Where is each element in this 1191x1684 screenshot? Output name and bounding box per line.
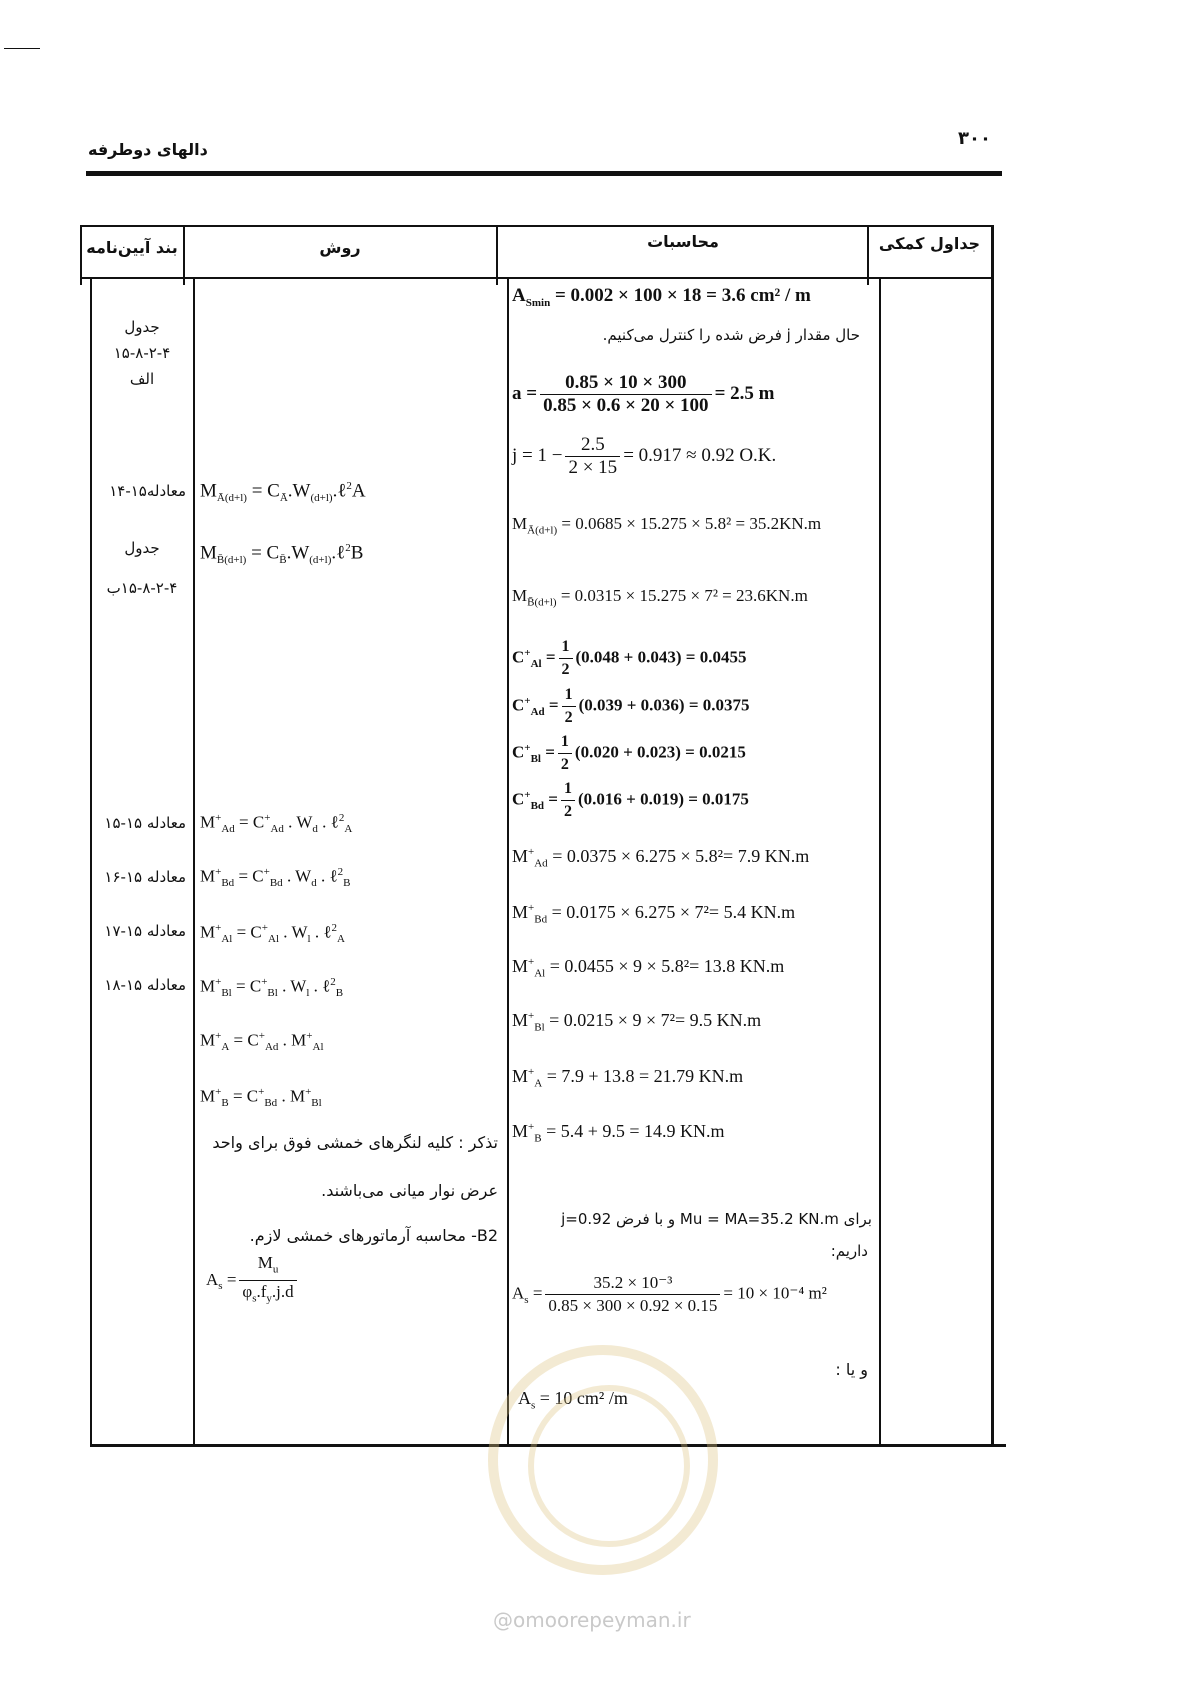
code-ref-5: معادله ۱۵-۱۶: [104, 868, 186, 886]
code-ref-4: معادله ۱۵-۱۵: [104, 814, 186, 832]
calc-or-text: و یا :: [835, 1360, 868, 1379]
header-rule: [86, 171, 1002, 176]
chapter-title: دالهای دوطرفه: [88, 140, 208, 159]
calc-as-final-value: = 10 cm² /m: [539, 1388, 628, 1408]
calc-mal: $M^+_{Al} = 0.0455 \times 9 \times 5.8^2= 13.8$ KN.m: [512, 956, 785, 980]
calc-a: a = $\frac{0.85 \times 10 \times 300}{0.85 \times 0.6 \times 20 \times 100}$ = 2.5 m: [512, 372, 775, 416]
calc-mad-value: = 0.0375 × 6.275 × 5.8²= 7.9 KN.m: [552, 846, 810, 866]
col-border-2-lower: [507, 278, 509, 1446]
calc-cbd: $C^+_{Bd}$ = $\frac{1}{2}$ (0.016 + 0.019) = 0.0175: [512, 780, 749, 820]
calc-a-den: 0.85 × 0.6 × 20 × 100: [543, 395, 709, 416]
calc-mb-sum: $M^+_B = 5.4 + 9.5 = 14.9$ KN.m: [512, 1121, 725, 1145]
col-border-3: [867, 225, 869, 285]
code-ref-table-a: [92, 314, 192, 392]
header-code-clause: بند آیین‌نامه: [86, 238, 178, 257]
calc-asmin: $A_{Smin} = 0.002 \times 100 \times 18 = 3.6$ cm² / m: [512, 285, 811, 309]
calc-cal-value: (0.048 + 0.043) = 0.0455: [575, 647, 747, 667]
calc-check-text: حال مقدار j فرض شده را کنترل می‌کنیم.: [602, 326, 860, 344]
code-ref-1a: جدول: [124, 318, 160, 336]
method-eq-mal: $M^+_{Al} = C^+_{Al}$ . $W_l$ . ℓ$^2_A$: [200, 922, 345, 946]
method-eq-mad: $M^+_{Ad} = C^+_{Ad}$ . $W_d$ . ℓ$^2_A$: [200, 812, 353, 836]
method-eq-ma-total: $M^+_A = C^+_{Ad}$ . $M^+_{Al}$: [200, 1030, 324, 1054]
calc-we-have: داریم:: [830, 1242, 868, 1260]
calc-j-den: 2 × 15: [568, 457, 618, 478]
calc-mb-sum-value: = 5.4 + 9.5 = 14.9 KN.m: [546, 1121, 725, 1141]
watermark-seal-inner: [528, 1385, 690, 1547]
calc-j-num: 2.5: [565, 434, 620, 457]
method-note-line1: تذکر : کلیه لنگرهای خمشی فوق برای واحد: [212, 1133, 498, 1152]
col-border-left: [80, 225, 82, 285]
col-border-left-lower: [90, 278, 92, 1446]
method-eq-mbd: $M^+_{Bd} = C^+_{Bd}$ . $W_d$ . ℓ$^2_B$: [200, 866, 351, 890]
corner-mark: [4, 48, 40, 49]
method-note-line2: عرض نوار میانی می‌باشند.: [321, 1181, 498, 1200]
col-border-3-lower: [879, 278, 881, 1446]
col-border-1: [183, 225, 185, 285]
calc-as-result: = 10 × 10⁻⁴ m²: [723, 1283, 827, 1303]
calc-cbd-value: (0.016 + 0.019) = 0.0175: [577, 789, 749, 809]
calc-cbl: $C^+_{Bl}$ = $\frac{1}{2}$ (0.020 + 0.023) = 0.0215: [512, 733, 746, 773]
method-eq-as: $A_s$ = $\frac{M_u}{\varphi_s.f_y.j.d}$: [206, 1252, 300, 1310]
method-eq-mb: $M_{B̄(d+l)}$ = $C_{B̄}.W_{(d+l)}.\ell^2B$: [200, 542, 364, 567]
calc-asmin-value: = 0.002 × 100 × 18 = 3.6 cm² / m: [554, 285, 811, 306]
calc-mb-value: = 0.0315 × 15.275 × 7² = 23.6KN.m: [560, 586, 808, 605]
method-eq-mbl: $M^+_{Bl} = C^+_{Bl}$ . $W_l$ . ℓ$^2_B$: [200, 976, 344, 1000]
calc-mbl: $M^+_{Bl} = 0.0215 \times 9 \times 7^2= 9.5$ KN.m: [512, 1010, 762, 1034]
table-top-border: [80, 225, 993, 227]
code-ref-table-b: [92, 528, 192, 608]
calc-cad: $C^+_{Ad}$ = $\frac{1}{2}$ (0.039 + 0.036) = 0.0375: [512, 686, 750, 726]
code-ref-3b: ۱۵-۸-۲-۴ب: [106, 579, 178, 597]
code-ref-2: معادله۱۵-۱۴: [109, 482, 186, 500]
watermark-seal: [488, 1345, 718, 1575]
calc-for-text: برای Mu = MA=35.2 KN.m و با فرض j=0.92: [561, 1210, 872, 1228]
code-ref-1b: ۱۵-۸-۲-۴: [113, 344, 171, 362]
method-eq-mb-total: $M^+_B = C^+_{Bd}$ . $M^+_{Bl}$: [200, 1086, 322, 1110]
col-border-right: [991, 225, 994, 1447]
calc-mal-value: = 0.0455 × 9 × 5.8²= 13.8 KN.m: [549, 956, 785, 976]
calc-a-result: = 2.5 m: [714, 382, 775, 404]
col-border-1-lower: [193, 278, 195, 1446]
calc-mad: $M^+_{Ad} = 0.0375 \times 6.275 \times 5.8^2= 7.9$ KN.m: [512, 846, 810, 870]
calc-as-num: 35.2 × 10⁻³: [545, 1272, 720, 1295]
watermark-text: @omoorepeyman.ir: [493, 1608, 691, 1632]
calc-ma-sum-value: = 7.9 + 13.8 = 21.79 KN.m: [546, 1066, 744, 1086]
calc-a-num: 0.85 × 10 × 300: [540, 372, 711, 395]
calc-as-den: 0.85 × 300 × 0.92 × 0.15: [548, 1296, 718, 1315]
header-aux-tables: جداول کمکی: [878, 234, 981, 253]
header-calculations: محاسبات: [647, 232, 719, 251]
code-ref-1c: الف: [129, 370, 155, 388]
calc-ma: $M_{Ā(d+l)} = 0.0685 \times 15.275 \times 5.8^2 = 35.2KN.m$: [512, 514, 822, 537]
calc-cad-value: (0.039 + 0.036) = 0.0375: [578, 695, 750, 715]
calc-mbd-value: = 0.0175 × 6.275 × 7²= 5.4 KN.m: [551, 902, 796, 922]
code-ref-3a: جدول: [124, 539, 160, 557]
code-ref-7: معادله ۱۵-۱۸: [104, 976, 186, 994]
calc-mb: $M_{B̄(d+l)} = 0.0315 \times 15.275 \times 7^2 = 23.6KN.m$: [512, 586, 808, 609]
calc-as: $A_s$ = $\frac{\text{35.2 × 10⁻³}}{0.85 \times 300 \times 0.92 \times 0.15}$ = 10 × 10⁻⁴ m²: [512, 1273, 827, 1315]
table-header-border: [80, 277, 993, 279]
calc-ma-sum: $M^+_A = 7.9 + 13.8 = 21.79$ KN.m: [512, 1066, 744, 1090]
calc-j: j = 1 − $\frac{2.5}{2 \times 15}$ = 0.917 ≈ 0.92 O.K.: [512, 434, 777, 478]
header-method: روش: [319, 238, 361, 257]
page-number: ۳۰۰: [958, 128, 991, 149]
method-b2-title: B2- محاسبه آرماتورهای خمشی لازم.: [249, 1226, 498, 1245]
method-eq-ma: $M_{Ā(d+l)}$ = $C_Ā.W_{(d+l)}.\ell^2A$: [200, 480, 366, 505]
calc-as-final: $A_s = 10$ cm² /m: [518, 1388, 628, 1412]
calc-cal: $C^+_{Al}$ = $\frac{1}{2}$ (0.048 + 0.043) = 0.0455: [512, 638, 747, 678]
calc-ma-value: = 0.0685 × 15.275 × 5.8² = 35.2KN.m: [561, 514, 822, 533]
calc-mbd: $M^+_{Bd} = 0.0175 \times 6.275 \times 7^2= 5.4$ KN.m: [512, 902, 796, 926]
col-border-2: [496, 225, 498, 285]
calc-j-result: = 0.917 ≈ 0.92 O.K.: [623, 444, 777, 466]
calc-cbl-value: (0.020 + 0.023) = 0.0215: [574, 742, 746, 762]
code-ref-6: معادله ۱۵-۱۷: [104, 922, 186, 940]
calc-mbl-value: = 0.0215 × 9 × 7²= 9.5 KN.m: [549, 1010, 762, 1030]
